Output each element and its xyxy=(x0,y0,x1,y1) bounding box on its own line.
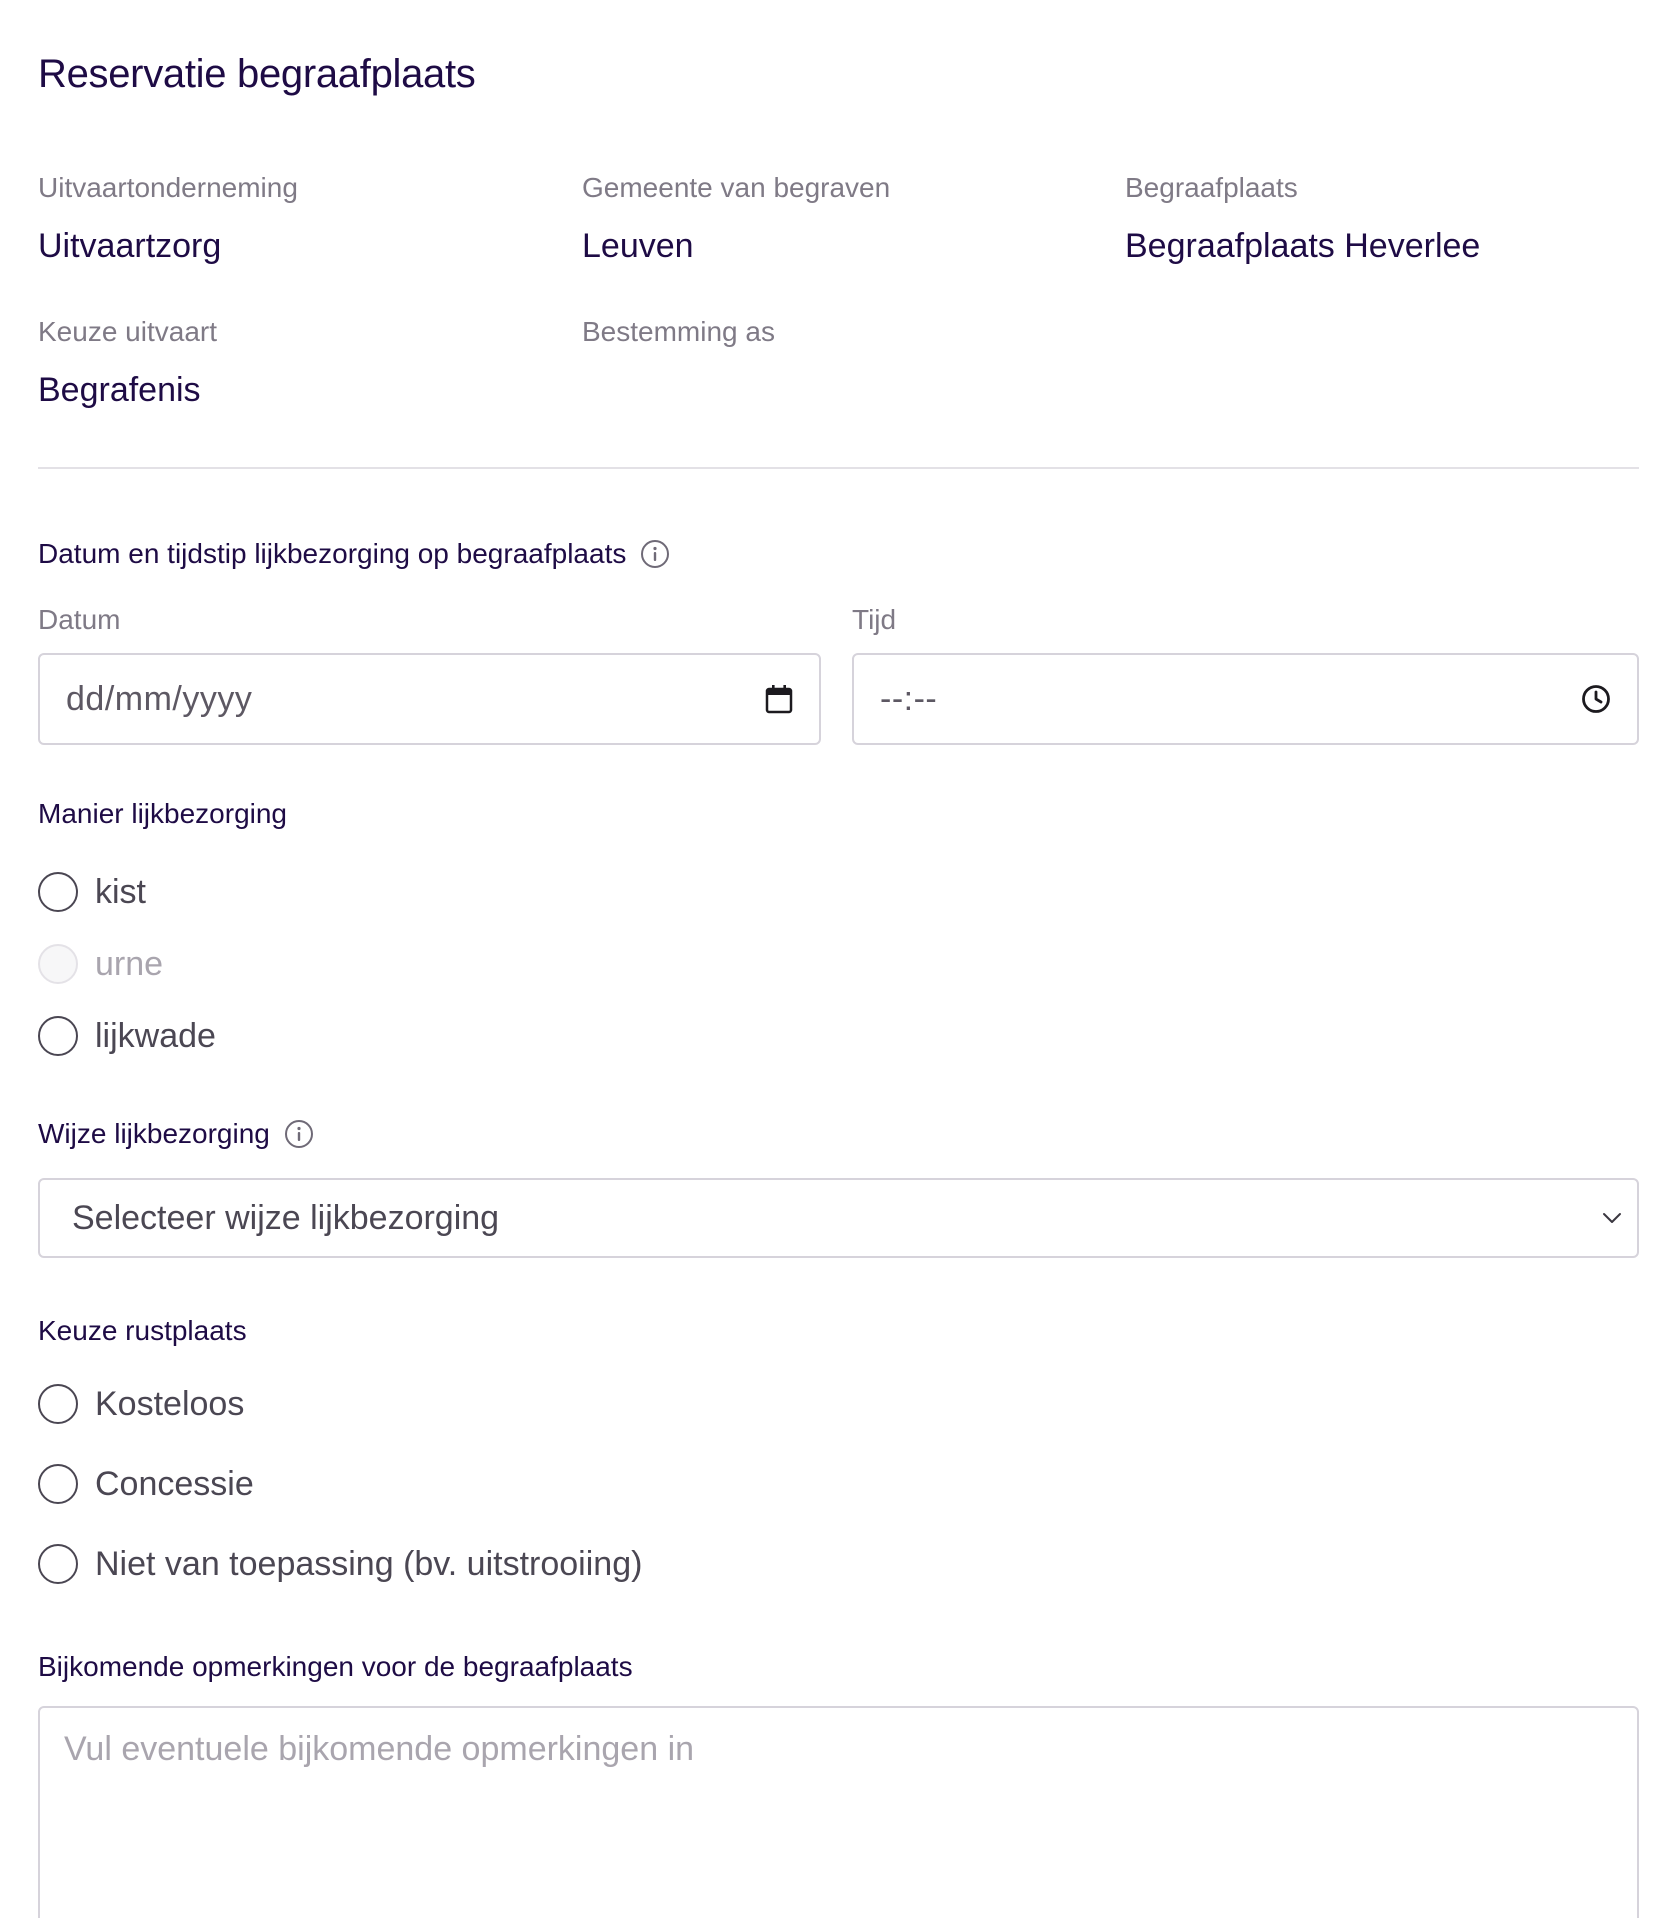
funeral-home-value: Uitvaartzorg xyxy=(38,227,222,265)
cemetery-value: Begraafplaats Heverlee xyxy=(1125,227,1481,265)
funeral-choice-label: Keuze uitvaart xyxy=(38,316,217,347)
radio-button[interactable] xyxy=(38,872,78,912)
date-label: Datum xyxy=(38,604,121,635)
section-divider xyxy=(38,467,1639,469)
calendar-icon[interactable] xyxy=(765,684,793,714)
datetime-section-label: Datum en tijdstip lijkbezorging op begraafplaats xyxy=(38,538,627,569)
radio-button[interactable] xyxy=(38,1016,78,1056)
cemetery-label: Begraafplaats xyxy=(1125,172,1298,203)
radio-label: Concessie xyxy=(95,1464,254,1503)
radio-label: Kosteloos xyxy=(95,1384,245,1423)
clock-icon[interactable] xyxy=(1581,684,1611,714)
radio-lijkwade[interactable] xyxy=(38,1016,216,1056)
radio-niet-van-toepassing[interactable] xyxy=(38,1544,642,1584)
time-label: Tijd xyxy=(852,604,897,635)
date-input-value: dd/mm/yyyy xyxy=(66,679,253,718)
radio-urne xyxy=(38,944,163,984)
funeral-choice-value: Begrafenis xyxy=(38,371,201,409)
radio-button[interactable] xyxy=(38,1384,78,1424)
time-input-value: --:-- xyxy=(880,679,938,718)
info-icon[interactable] xyxy=(284,1119,314,1149)
remarks-section-label: Bijkomende opmerkingen voor de begraafplaats xyxy=(38,1651,633,1682)
info-icon[interactable] xyxy=(640,539,670,569)
page-title: Reservatie begraafplaats xyxy=(38,52,476,96)
manner-select-value: Selecteer wijze lijkbezorging xyxy=(72,1198,500,1237)
radio-label: urne xyxy=(95,944,164,983)
radio-button[interactable] xyxy=(38,1544,78,1584)
radio-label: Niet van toepassing (bv. uitstrooiing) xyxy=(95,1544,643,1583)
ash-destination-label: Bestemming as xyxy=(582,316,775,347)
radio-kist[interactable] xyxy=(38,872,146,912)
radio-kosteloos[interactable] xyxy=(38,1384,244,1424)
chevron-down-icon xyxy=(1601,1211,1623,1225)
rest-section-label: Keuze rustplaats xyxy=(38,1315,247,1346)
remarks-placeholder: Vul eventuele bijkomende opmerkingen in xyxy=(64,1730,695,1768)
time-input[interactable] xyxy=(852,653,1639,745)
manner-select[interactable] xyxy=(38,1178,1639,1258)
radio-label: kist xyxy=(95,872,146,911)
radio-button-disabled xyxy=(38,944,78,984)
municipality-value: Leuven xyxy=(582,227,694,265)
date-input[interactable] xyxy=(38,653,821,745)
manner-section-label: Wijze lijkbezorging xyxy=(38,1118,270,1149)
datetime-section-heading xyxy=(38,538,670,570)
radio-button[interactable] xyxy=(38,1464,78,1504)
municipality-label: Gemeente van begraven xyxy=(582,172,891,203)
method-section-label: Manier lijkbezorging xyxy=(38,798,288,829)
radio-label: lijkwade xyxy=(95,1016,216,1055)
radio-concessie[interactable] xyxy=(38,1464,254,1504)
manner-section-heading xyxy=(38,1118,314,1150)
remarks-textarea[interactable] xyxy=(38,1706,1639,1918)
funeral-home-label: Uitvaartonderneming xyxy=(38,172,298,203)
